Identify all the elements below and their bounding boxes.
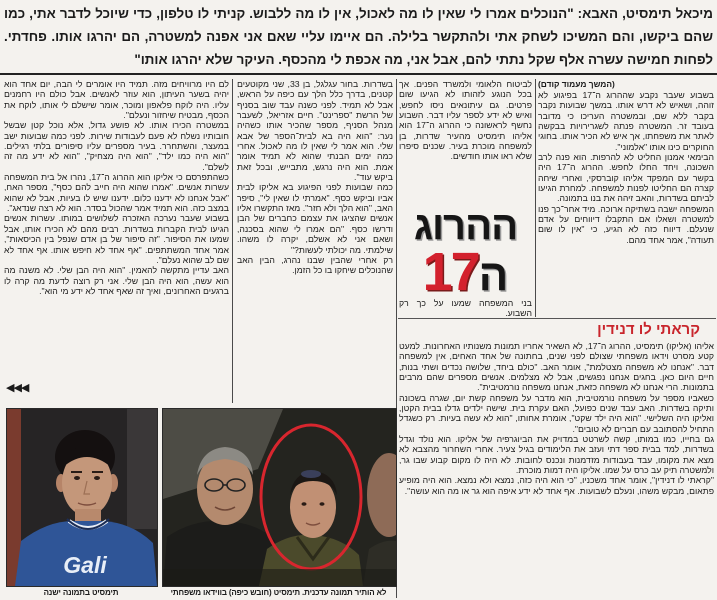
column-rule <box>232 79 233 403</box>
paragraph: הבימאי אמנון החליט לא להרפות. הוא פנה לרב השכונה, ויחד החלו לחפש. ההרוג ה־17 היה בקשר עם המפקד אליהו קוברסקי, ואחרי שיחה קצרה הם החליטו לפנות למשפחה. למחרת הגיעו לביתם בשדרות, והאב זיהה את בנו בתמונה. <box>538 152 714 204</box>
paragraph: בשבוע שעבר נקבע שההרוג ה־17 בפיגוע לא זוהה, ושאיש לא דרש אותו. במשך שבועות נקבר בקבר ללא שם, ובמשטרה העריכו כי מדובר בעובד זר. המשטרה פנתה לשגרירויות בבקשה לאתר את משפחתו, אך איש לא הכיר אותו. בחוגי החוקרים כינו אותו "אלמוני". <box>538 90 714 152</box>
paragraph: במשטרה הכירו אותו. לא פושע גדול, אלא נוכל קטן שבשל חובותיו נשלח לא פעם לעבודות שירות. לפני כמה שבועות ישב במעצר, והשתחרר. בעיר מספרים עליו סיפורים בלתי רגילים. "הוא היה כמו ילד", "הוא היה מצחיק", "הוא לא ידע מה זה לשלם". <box>4 120 229 172</box>
family-video-caption: לא הותיר תמונה עדכנית. תימסיט (חובש כיפה) בווידאו משפחתי <box>170 588 387 597</box>
headline-line-2 <box>397 242 534 297</box>
old-photo-caption: תימסיט בתמונה ישנה <box>43 588 119 597</box>
article-column-middle-left <box>237 79 393 399</box>
lead-quote: מיכאל תימסיט, האבא: "הנוכלים אמרו לי שאין לו מה לאכול, אין לו מה ללבוש. קניתי לו טלפון, כדי שיוכל לדבר אתי, כמו שהם ביקשו, והם המשיכו לשחק אתי ולהתקשר בלילה. הם איימו עליי שאם אני אפנה למשטרה, הם יהרגו אותו. פחדתי. לפחות חמישה עשרה אלף שקל נתתי להם, אבל אני, מה אכפת לי מהכסף. העיקר שלא יהרגו אותו" <box>4 6 713 67</box>
paragraph: כמה שבועות לפני הפיגוע בא אליקו לבית אביו וביקש כסף. "אמרתי לו שאין לי", סיפר האב, "הוא הלך ולא חזר". מאז התקשרו אליו אנשים שהציגו את עצמם כחברים של הבן ודרשו כסף. "הם אמרו לי שהוא בסכנה, ושאם אני לא אשלם, יקרה לו משהו. שילמתי. מה יכולתי לעשות?" <box>237 182 393 255</box>
paragraph: "קראתי לו דנידין", אומר אחד משכניו, "כי הוא היה כזה, נמצא ולא נמצא. הוא היה מופיע פתאום, מבקש משהו, ונעלם לשבועות. אף אחד לא ידע איפה הוא גר או מה הוא עושה". <box>399 475 714 496</box>
family-video-still <box>162 408 397 587</box>
paragraph: כשאביו מספר על משפחה נורמטיבית, הוא מדבר על משפחה קשת יום, שגרה בשכונה ותיקה בשדרות. האב עבד שנים כפועל, האם עקרת בית. שישה ילדים גדלו בבית הקטן, ואליקו היה השלישי. "הוא היה ילד שקט", אומרת אחותו, "הוא לא עשה בעיות. רק כשגדל התחיל להסתובב עם חברים לא טובים". <box>399 392 714 434</box>
article-column-right <box>538 79 714 317</box>
photo-background-light <box>127 409 157 529</box>
paragraph: רק אחרי שהבין שבנו נהרג, הבין האב שהנוכלים שיחקו בו כל הזמן. <box>237 254 393 276</box>
section-divider <box>398 318 716 319</box>
paragraph: כשהתפרסם כי אליקו הוא ההרוג ה־17, נהרו אל בית המשפחה עשרות אנשים. "אמרו שהוא היה חייב להם כסף", מספר האח, "אבל אנחנו לא ידענו כלום. ידענו שיש לו בעיות, אבל לא שהוא במצב כזה. הוא תמיד אמר שהכול בסדר. הוא לא רצה שנדאג". <box>4 172 229 214</box>
section-body <box>399 341 714 597</box>
headline <box>397 204 534 297</box>
paragraph: לם היו מרוויחים מזה. תמיד היו אומרים לי הבה, יום אחד הוא יהיה בשער העיתון, הוא עוזר לאנשים. אבל כולם היו רחמנים עליו. היה לוקח פלאפון ומוכר, אומר שישלם לי אותו, לוקח את הכסף, מבטיח שיחזור ונעלם". <box>4 79 229 121</box>
article-column-middle-right-continued <box>399 298 532 319</box>
paragraph: המשפחה ישבה בשתיקה ארוכה. מיד אחר־כך פנו למשטרה ושאלו אם התקבלו דיווחים על אדם שנעלם. דיווח כזה לא הגיע, כי "אין לו שום תעודה", אמר אחד מהם. <box>538 203 714 245</box>
article-column-middle-right <box>399 79 532 203</box>
paragraph: בשבוע שעבר נערכה האזכרה לשלושים במותו. עשרות אנשים הגיעו לבית הקברות בשדרות. רבים מהם לא הכירו אותו, אבל שמעו את הסיפור. "זה סיפור של בן אדם שנפל בין הכיסאות", אמר אחד המשתתפים. "אף אחד לא חיפש אותו. אף אחד לא שם לב שהוא נעלם". <box>4 213 229 265</box>
paragraph: לביטוח הלאומי ולמשרד הפנים. אך בכל הנוגע לזהותו לא הגיעו שום פרטים. גם עיתונאים ניסו לחפש, ואיש לא ידע לספר עליו דבר. השבוע נחשף לראשונה כי ההרוג ה־17 הוא אליהו תימסיט מהעיר שדרות, בן למשפחה מוכרת בעיר. שכנים סיפרו שלא ראו אותו חודשים. <box>399 79 532 162</box>
paragraph: האב עדיין מתקשה להאמין. "הוא היה הבן שלי. לא משנה מה הוא עשה, הוא היה הבן שלי. אני רק רוצה לדעת מה קרה לו ברגעים האחרונים, ואיך זה שאף אחד לא ידע מי הוא". <box>4 265 229 296</box>
column-rule <box>535 79 536 317</box>
paragraph: בני המשפחה שמעו על כך רק השבוע. <box>399 298 532 319</box>
photo-foreground-shadow <box>163 569 396 586</box>
headline-prefix: ה <box>478 251 509 297</box>
quote-divider <box>0 73 717 75</box>
continued-from-previous-page: (המשך מעמוד קודם) <box>538 79 615 89</box>
headline-number: 17 <box>422 242 479 297</box>
paragraph: גם בחייו, כמו במותו, קשה לשרטט במדויק את הביוגרפיה של אליקו. הוא נולד וגדל בשדרות, למד בבית ספר דתי ועזב את הלימודים בגיל צעיר. אחרי השחרור מהצבא לא מצא את מקומו, עבד בעבודות מזדמנות ונכנס לחובות. לא היה לו מקום קבוע שבו גר, ולמשטרה תיק עב כרס על שמו. אליקו היה דמות מוכרת. <box>399 434 714 476</box>
shirt-logo-text: Gali <box>63 552 107 578</box>
headline-line-1: ההרוג <box>413 204 518 248</box>
paragraph: אליהו (אליקו) תימסיט, ההרוג ה־17, לא השאיר אחריו תמונות משנותיו האחרונות. למעט קטע מסרט וידאו משפחתי שצולם לפני שנים, בחתונה של אחד האחים, אין למשפחה דבר. "אנחנו לא משפחה מצטלמת", אומר האב. "כולם ביחד, שלושה נכדים ושתי בנות, חיים היום כאן. בחגים אנחנו נפגשים, אבל לא מצלמים. אנשים מספרים שהם מרבים בתמונות. הרי אנחנו לא משפחה כזאת, אנחנו משפחה נורמטיבית". <box>399 341 714 393</box>
old-photo <box>6 408 158 587</box>
section-subheading: קראתי לו דנידין <box>597 321 700 338</box>
article-column-left <box>4 79 229 379</box>
paragraph: בשדרות. בחור עגלגל, בן 33, שני מקוטעים קטנים, בדרך כלל הלך עם כיפה על הראש, אבל לא תמיד. לפני כשנה עבד שוב בסניף של הרשת "ספרינט". חיים אזריאל, לשעבר מנהל הסניף, מספר שהכיר אותו כשהיה נער: "הוא היה בא לבית־הספר של אבא שלי. הוא אמר לי שאין לו מה לאכול. אחרי כמה ימים הבנתי שהוא לא תמיד אומר אמת. הוא היה נרגש, מתבייש, ובכל זאת ביקש עוד". <box>237 79 393 183</box>
continue-arrows-icon: ◀◀◀ <box>6 382 29 394</box>
old-photo-image <box>7 409 157 586</box>
kippa <box>301 470 321 478</box>
family-video-still-image <box>163 409 396 586</box>
